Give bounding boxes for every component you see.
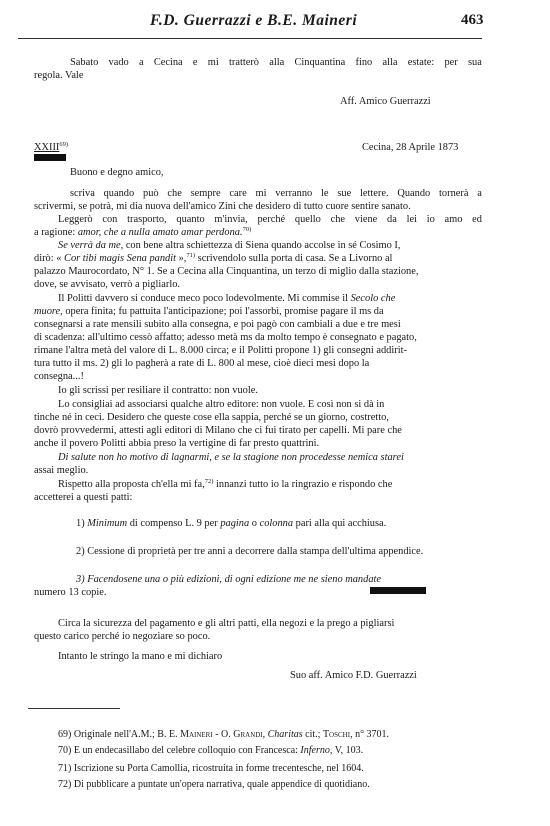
- body-line: dovrò provvedermi, attesti agli editori di Milano che ci fui tirato per capelli. Mi pare che: [34, 425, 402, 436]
- condition-3-end: numero 13 copie.: [34, 587, 107, 598]
- body-line: di scadenza: all'ultimo cessò affatto; adesso metà ms da molto tempo è consegnato e pagato,: [34, 332, 417, 343]
- condition-3: 3) Facendosene una o più edizioni, di ogni edizione me ne sieno mandate: [76, 574, 382, 585]
- footnote-69: 69) Originale nell'A.M.; B. E. Maineri - O. Grandi, Charitas cit.; Toschi, n° 3701.: [58, 729, 390, 740]
- body-line: Il Politti davvero si conduce meco poco lodevolmente. Mi commise il Secolo che: [58, 293, 396, 304]
- place-date: Cecina, 28 Aprile 1873: [362, 142, 459, 153]
- footnote-72: 72) Di pubblicare a puntate un'opera narrativa, quale appendice di quotidiano.: [58, 779, 370, 790]
- letter-closing: Suo aff. Amico F.D. Guerrazzi: [290, 670, 417, 681]
- letter-number: XXIII$^{69)}$: [34, 141, 69, 153]
- body-line: Circa la sicurezza del pagamento e gli altri patti, ella negozi e la prego a pigliarsi: [58, 618, 395, 629]
- body-line: rimane l'altra metà del valore di L. 8.000 circa; e il Politti propone 1) gli consegni addirit-: [34, 345, 407, 356]
- prev-letter-line-2: regola. Vale: [34, 70, 84, 81]
- handwritten-mark: [370, 587, 426, 594]
- footnote-71: 71) Iscrizione su Porta Camollia, ricostruita in forme trecentesche, nel 1604.: [58, 763, 364, 774]
- condition-2: 2) Cessione di proprietà per tre anni a decorrere dalla stampa dell'ultima appendice.: [76, 546, 424, 557]
- body-line: anche il povero Politti abbia preso la vertigine di far presto quattrini.: [34, 438, 320, 449]
- body-line: consegnarsi a rate mensili subito alla consegna, e poi pagò con cambiali a due e tre mesi: [34, 319, 401, 330]
- footnote-rule: [28, 708, 120, 709]
- body-line: a ragione: amor, che a nulla amato amar perdona.$^{70)}$: [34, 226, 252, 238]
- body-line: Io gli scrissi per resiliare il contratto: non vuole.: [58, 385, 258, 396]
- body-line: Leggerò con trasporto, quanto m'invia, perché quello che viene da lei io amo ed: [58, 214, 482, 225]
- body-line: Intanto le stringo la mano e mi dichiaro: [58, 651, 223, 662]
- body-line: Di salute non ho motivo di lagnarmi, e se la stagione non procedesse nemica starei: [58, 452, 404, 463]
- body-line: tinche né in ceci. Desidero che queste cose ella sappia, perché se un giorno, costretto,: [34, 412, 389, 423]
- body-line: dove, se avvisato, verrò a pigliarlo.: [34, 279, 181, 290]
- handwritten-mark: [34, 154, 66, 161]
- body-line: palazzo Maurocordato, N° 1. Se a Cecina alla Cinquantina, un terzo di miglio dalla stazione,: [34, 266, 419, 277]
- body-line: scrivermi, se potrà, mi dia nuova dell'amico Zini che desidero di tutto cuore sentire sanato.: [34, 201, 411, 212]
- body-line: scriva quando può che sempre care mi verranno le sue lettere. Quando tornerà a: [70, 188, 482, 199]
- body-line: Se verrà da me, con bene altra schiettezza di Siena quando accolse in sé Cosimo I,: [58, 240, 401, 251]
- body-line: questo carico perché io negoziare so poco.: [34, 631, 211, 642]
- body-line: Rispetto alla proposta ch'ella mi fa,$^{72)}$ innanzi tutto io la ringrazio e rispondo che: [58, 478, 393, 490]
- body-line: muore, opera finita; fu pattuita l'anticipazione; poi l'assorbì, promise pagare il ms da: [34, 306, 384, 317]
- body-line: accetterei a questi patti:: [34, 492, 133, 503]
- prev-letter-line-1: Sabato vado a Cecina e mi tratterò alla Cinquantina fino alla estate: per sua: [70, 57, 482, 68]
- prev-letter-closing: Aff. Amico Guerrazzi: [340, 96, 431, 107]
- body-line: consegna...!: [34, 371, 84, 382]
- body-line: dirò: « Cor tibi magis Sena pandit »,$^{71)}$ scrivendolo sulla porta di casa. Se a Livorno al: [34, 252, 393, 264]
- body-line: tura tutto il ms. 2) gli lo pagherà a rate di L. 800 al mese, cioè dieci mesi dopo la: [34, 358, 370, 369]
- header-rule: [18, 38, 482, 39]
- salutation: Buono e degno amico,: [70, 167, 164, 178]
- running-header: F.D. Guerrazzi e B.E. Maineri: [150, 12, 358, 29]
- body-line: assai meglio.: [34, 465, 89, 476]
- condition-1: 1) Minimum di compenso L. 9 per pagina o colonna pari alla qui acchiusa.: [76, 518, 387, 529]
- footnote-70: 70) E un endecasillabo del celebre colloquio con Francesca: Inferno, V, 103.: [58, 745, 364, 756]
- body-line: Lo consigliai ad associarsi qualche altro editore: non vuole. E così non si dà in: [58, 399, 385, 410]
- page-number: 463: [461, 12, 484, 28]
